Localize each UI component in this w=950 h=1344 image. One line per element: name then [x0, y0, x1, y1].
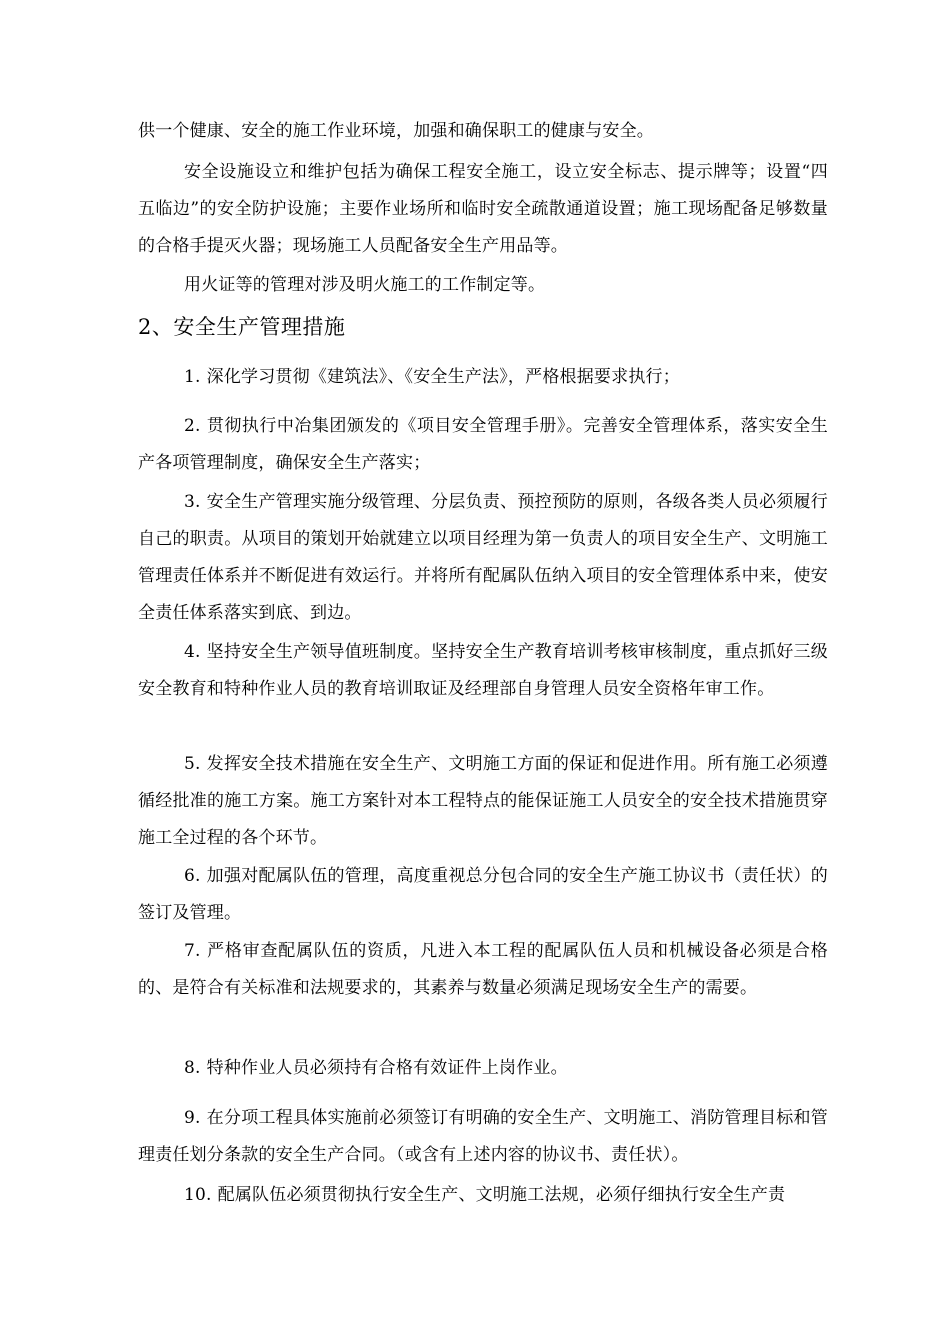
- list-item: [138, 746, 828, 857]
- list-item: [138, 858, 828, 932]
- list-item: [138, 634, 828, 708]
- list-item-text: 坚持安全生产领导值班制度。坚持安全生产教育培训考核审核制度，重点抓好三级安全教育和特种作业人员的教育培训取证及经理部自身管理人员安全资格年审工作。: [138, 642, 828, 699]
- paragraph-fire-permit: 用火证等的管理对涉及明火施工的工作制定等。: [184, 275, 546, 295]
- list-item-number: 7.: [184, 941, 201, 961]
- list-item-text: 严格审查配属队伍的资质，凡进入本工程的配属队伍人员和机械设备必须是合格的、是符合有关标准和法规要求的，其素养与数量必须满足现场安全生产的需要。: [138, 941, 828, 998]
- list-item-text: 安全生产管理实施分级管理、分层负责、预控预防的原则，各级各类人员必须履行自己的职责。从项目的策划开始就建立以项目经理为第一负责人的项目安全生产、文明施工管理责任体系并不断促进有效运行。并将所有配属队伍纳入项目的安全管理体系中来，使安全责任体系落实到底、到边。: [138, 492, 828, 623]
- list-item: [138, 1100, 828, 1174]
- list-item-text: 贯彻执行中冶集团颁发的《项目安全管理手册》。完善安全管理体系，落实安全生产各项管理制度，确保安全生产落实；: [138, 416, 828, 473]
- list-item-number: 9.: [184, 1108, 201, 1128]
- list-item-text: 特种作业人员必须持有合格有效证件上岗作业。: [206, 1058, 568, 1078]
- list-item-number: 8.: [184, 1058, 201, 1078]
- list-item-number: 10.: [184, 1185, 212, 1205]
- list-item-number: 2.: [184, 416, 201, 436]
- list-item: [138, 359, 828, 396]
- paragraph-continuation: 供一个健康、安全的施工作业环境，加强和确保职工的健康与安全。: [138, 121, 654, 141]
- list-item-number: 5.: [184, 754, 201, 774]
- paragraph-safety-facilities: 安全设施设立和维护包括为确保工程安全施工，设立安全标志、提示牌等；设置“四五临边”的安全防护设施；主要作业场所和临时安全疏散通道设置；施工现场配备足够数量的合格手提灭火器；现场施工人员配备安全生产用品等。: [138, 162, 828, 256]
- list-item-text: 在分项工程具体实施前必须签订有明确的安全生产、文明施工、消防管理目标和管理责任划分条款的安全生产合同。（或含有上述内容的协议书、责任状）。: [138, 1108, 828, 1165]
- list-item: [138, 1177, 828, 1214]
- list-item: [138, 933, 828, 1007]
- list-item: [138, 1050, 828, 1087]
- list-item-text: 加强对配属队伍的管理，高度重视总分包合同的安全生产施工协议书（责任状）的签订及管理。: [138, 866, 828, 923]
- list-item-number: 3.: [184, 492, 201, 512]
- list-item: [138, 484, 828, 632]
- list-item-text: 发挥安全技术措施在安全生产、文明施工方面的保证和促进作用。所有施工必须遵循经批准的施工方案。施工方案针对本工程特点的能保证施工人员安全的安全技术措施贯穿施工全过程的各个环节。: [138, 754, 828, 848]
- list-item-number: 6.: [184, 866, 201, 886]
- list-item-number: 4.: [184, 642, 201, 662]
- list-item-text: 配属队伍必须贯彻执行安全生产、文明施工法规，必须仔细执行安全生产责: [217, 1185, 786, 1205]
- list-item-text: 深化学习贯彻《建筑法》、《安全生产法》，严格根据要求执行；: [206, 367, 680, 387]
- list-item: [138, 408, 828, 482]
- list-item-number: 1.: [184, 367, 201, 387]
- section-heading: 2、安全生产管理措施: [138, 315, 346, 339]
